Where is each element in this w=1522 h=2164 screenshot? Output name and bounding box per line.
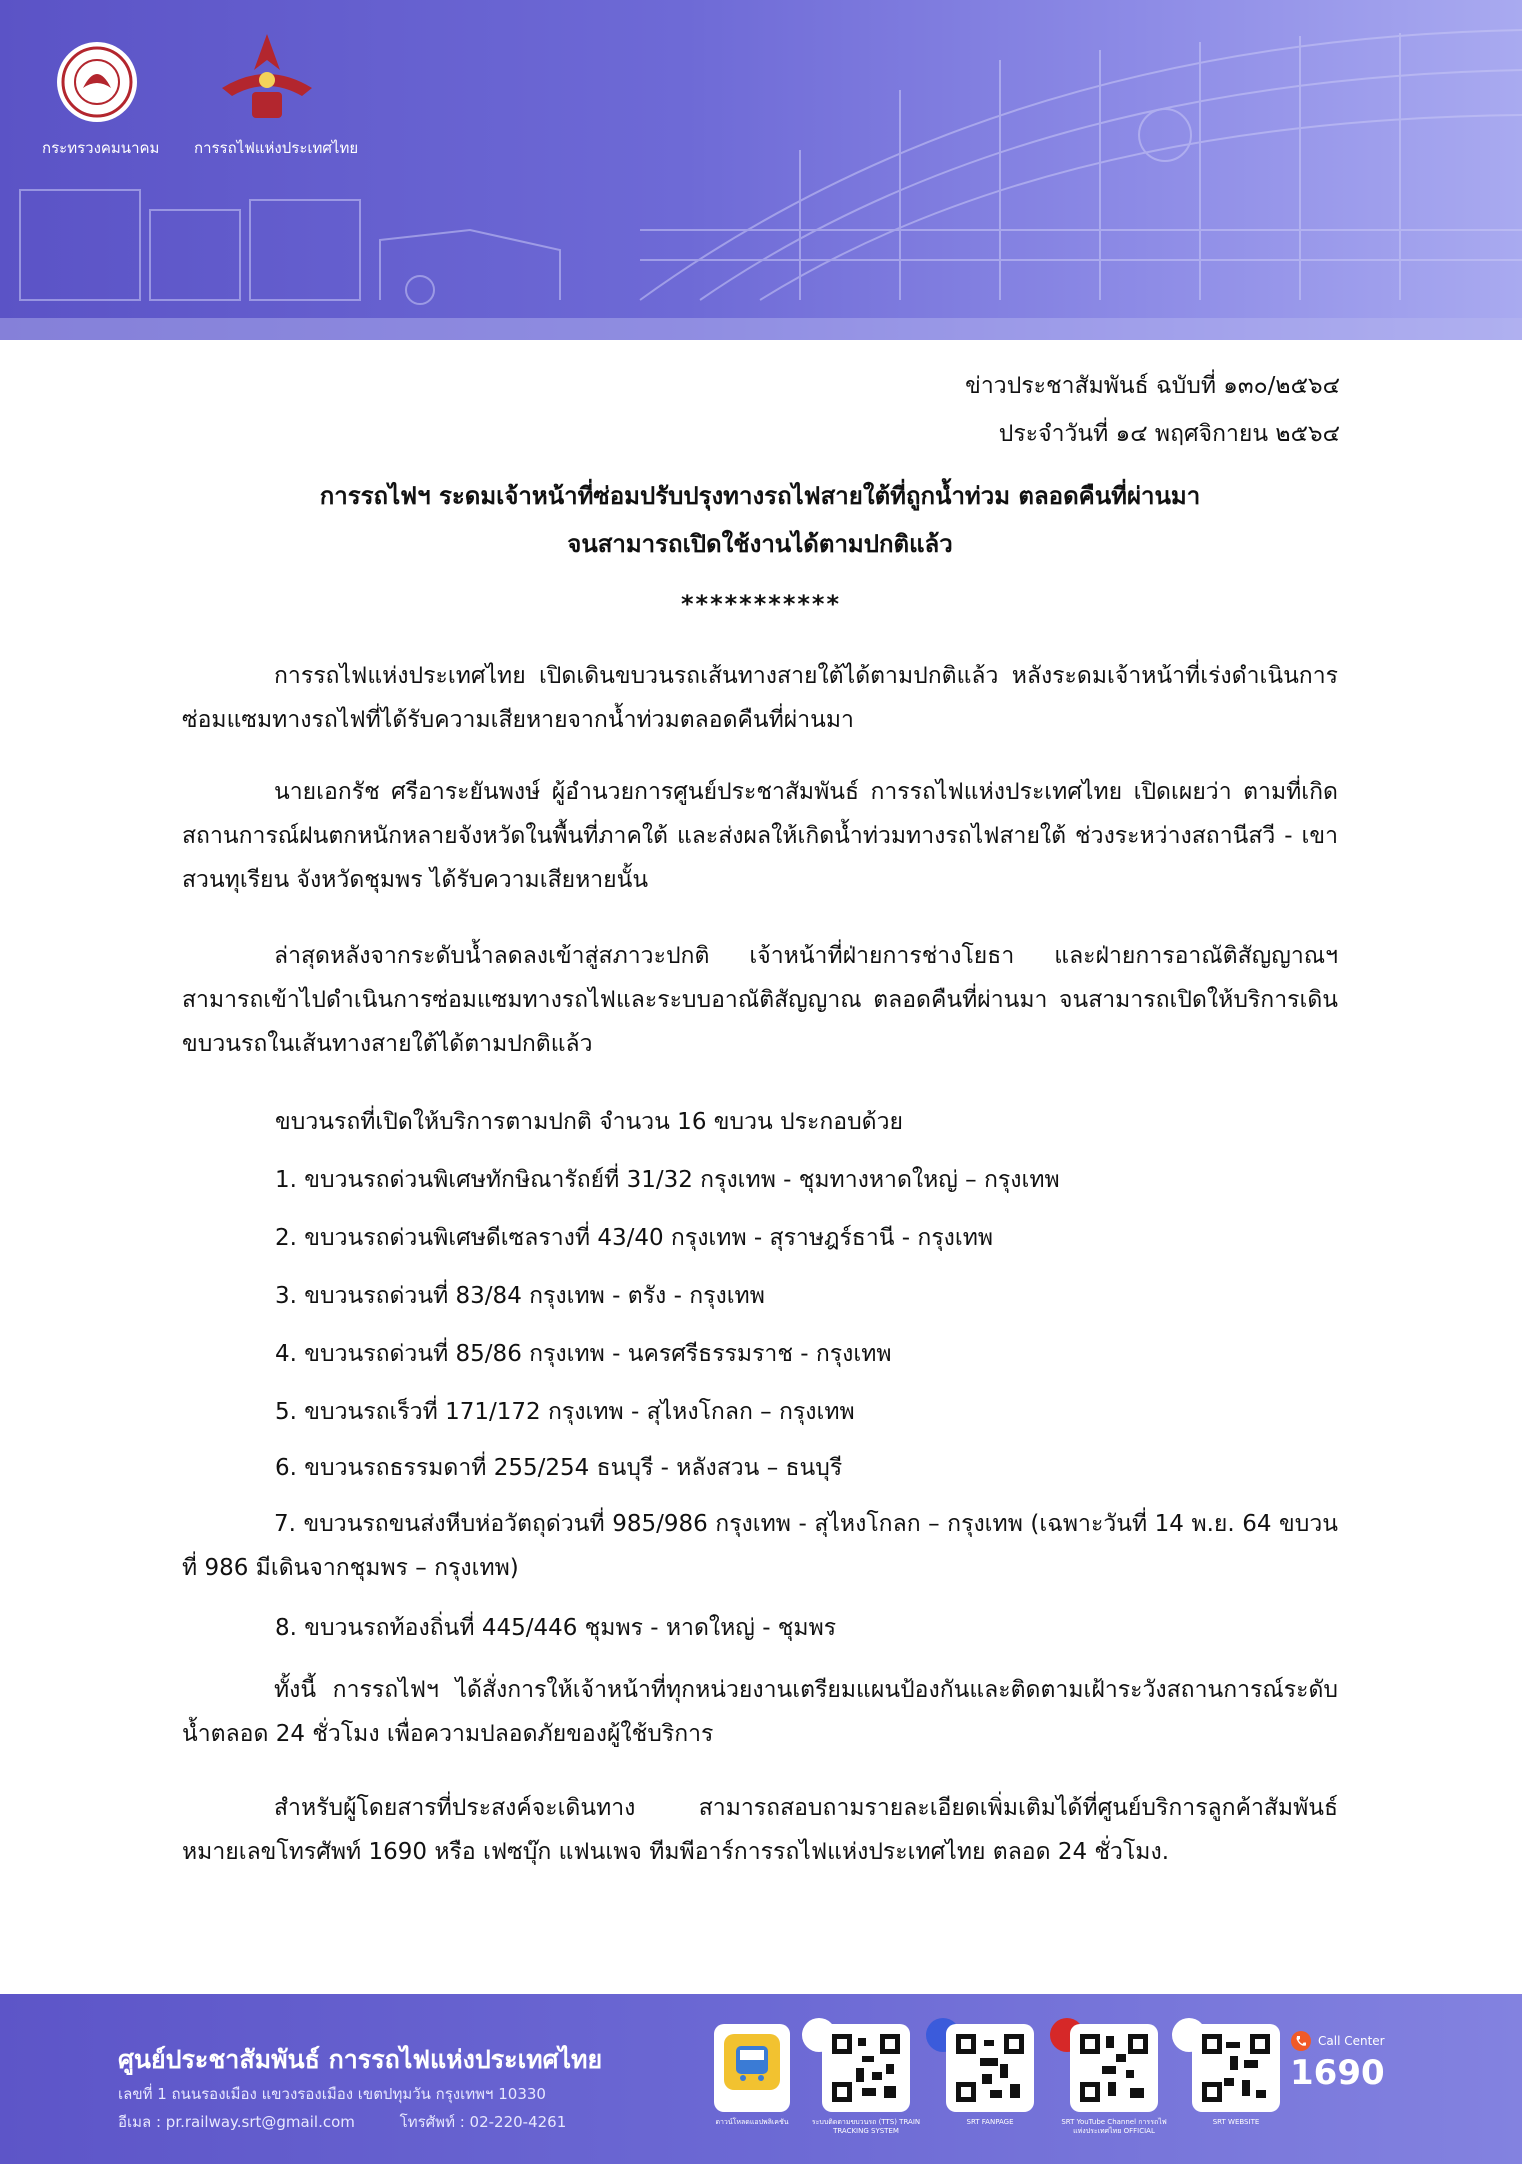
release-number: ข่าวประชาสัมพันธ์ ฉบับที่ ๑๓๐/๒๕๖๔ bbox=[965, 373, 1340, 399]
train-list-item: 6. ขบวนรถธรรมดาที่ 255/254 ธนบุรี - หลังสวน – ธนบุรี bbox=[275, 1455, 843, 1481]
fanpage-caption: SRT FANPAGE bbox=[966, 2118, 1014, 2126]
train-list-item: 8. ขบวนรถท้องถิ่นที่ 445/446 ชุมพร - หาดใหญ่ - ชุมพร bbox=[275, 1615, 837, 1641]
separator: *********** bbox=[680, 590, 842, 618]
train-app-icon bbox=[724, 2034, 780, 2102]
railway-emblem bbox=[212, 30, 322, 134]
footer-email: อีเมล : pr.railway.srt@gmail.com bbox=[118, 2113, 355, 2131]
headline-line-2: จนสามารถเปิดใช้งานได้ตามปกติแล้ว bbox=[567, 530, 953, 558]
headline-line-1: การรถไฟฯ ระดมเจ้าหน้าที่ซ่อมปรับปรุงทางรถไฟสายใต้ที่ถูกน้ำท่วม ตลอดคืนที่ผ่านมา bbox=[319, 482, 1201, 510]
paragraph-1: การรถไฟแห่งประเทศไทย เปิดเดินขบวนรถเส้นทางสายใต้ได้ตามปกติแล้ว หลังระดมเจ้าหน้าที่เร่งดำเนินการซ่อมแซมทางรถไฟที่ได้รับความเสียหายจากน้ำท่วมตลอดคืนที่ผ่านมา bbox=[182, 663, 1338, 733]
call-center-label: Call Center bbox=[1318, 2034, 1385, 2048]
train-list-item: 7. ขบวนรถขนส่งหีบห่อวัตถุด่วนที่ 985/986 กรุงเทพ - สุไหงโกลก – กรุงเทพ (เฉพาะวันที่ 14 พ.ย. 64 ขบวนที่ 986 มีเดินจากชุมพร – กรุงเทพ) bbox=[182, 1511, 1338, 1581]
website-caption: SRT WEBSITE bbox=[1212, 2118, 1260, 2126]
header-banner bbox=[0, 0, 1522, 340]
railway-label: การรถไฟแห่งประเทศไทย bbox=[194, 139, 359, 157]
tts-qr-code[interactable] bbox=[822, 2024, 910, 2112]
paragraph-4: ทั้งนี้ การรถไฟฯ ได้สั่งการให้เจ้าหน้าที่ทุกหน่วยงานเตรียมแผนป้องกันและติดตามเฝ้าระวังสถานการณ์ระดับน้ำตลอด 24 ชั่วโมง เพื่อความปลอดภัยของผู้ใช้บริการ bbox=[182, 1677, 1338, 1747]
call-center[interactable] bbox=[1290, 2030, 1385, 2093]
qr-code-icon bbox=[1080, 2034, 1148, 2102]
fanpage-qr-code[interactable] bbox=[946, 2024, 1034, 2112]
footer-banner bbox=[0, 1994, 1522, 2164]
train-list-item: 5. ขบวนรถเร็วที่ 171/172 กรุงเทพ - สุไหงโกลก – กรุงเทพ bbox=[275, 1399, 855, 1425]
qr-code-icon bbox=[1202, 2034, 1270, 2102]
train-list-item: 1. ขบวนรถด่วนพิเศษทักษิณารัถย์ที่ 31/32 กรุงเทพ - ชุมทางหาดใหญ่ – กรุงเทพ bbox=[275, 1167, 1060, 1193]
footer-phone: โทรศัพท์ : 02-220-4261 bbox=[399, 2113, 567, 2131]
footer-address: เลขที่ 1 ถนนรองเมือง แขวงรองเมือง เขตปทุมวัน กรุงเทพฯ 10330 bbox=[118, 2085, 546, 2103]
release-date: ประจำวันที่ ๑๔ พฤศจิกายน ๒๕๖๔ bbox=[998, 421, 1340, 447]
paragraph-3: ล่าสุดหลังจากระดับน้ำลดลงเข้าสู่สภาวะปกติ เจ้าหน้าที่ฝ่ายการช่างโยธา และฝ่ายการอาณัติสัญญาณฯ สามารถเข้าไปดำเนินการซ่อมแซมทางรถไฟและระบบอาณัติสัญญาณ ตลอดคืนที่ผ่านมา จนสามารถเปิดให้บริการเดินขบวนรถในเส้นทางสายใต้ได้ตามปกติแล้ว bbox=[182, 943, 1338, 1057]
paragraph-5: สำหรับผู้โดยสารที่ประสงค์จะเดินทาง สามารถสอบถามรายละเอียดเพิ่มเติมได้ที่ศูนย์บริการลูกค้าสัมพันธ์ หมายเลขโทรศัพท์ 1690 หรือ เฟซบุ๊ก แฟนเพจ ทีมพีอาร์การรถไฟแห่งประเทศไทย ตลอด 24 ชั่วโมง. bbox=[182, 1795, 1338, 1865]
ministry-label: กระทรวงคมนาคม bbox=[42, 139, 160, 157]
youtube-qr-code[interactable] bbox=[1070, 2024, 1158, 2112]
train-list-item: 4. ขบวนรถด่วนที่ 85/86 กรุงเทพ - นครศรีธรรมราช - กรุงเทพ bbox=[275, 1341, 892, 1367]
app-caption: ดาวน์โหลดแอปพลิเคชัน bbox=[715, 2118, 789, 2126]
qr-code-icon bbox=[956, 2034, 1024, 2102]
train-list-item: 3. ขบวนรถด่วนที่ 83/84 กรุงเทพ - ตรัง - กรุงเทพ bbox=[275, 1283, 765, 1309]
tts-caption: ระบบติดตามขบวนรถ (TTS) TRAIN TRACKING SYSTEM bbox=[811, 2118, 921, 2135]
app-download-tile[interactable] bbox=[714, 2024, 790, 2112]
footer-org-name: ศูนย์ประชาสัมพันธ์ การรถไฟแห่งประเทศไทย bbox=[118, 2045, 603, 2074]
phone-icon bbox=[1290, 2030, 1312, 2052]
footer-contact bbox=[118, 2110, 566, 2134]
train-list-item: 2. ขบวนรถด่วนพิเศษดีเซลรางที่ 43/40 กรุงเทพ - สุราษฎร์ธานี - กรุงเทพ bbox=[275, 1225, 994, 1251]
train-list-intro: ขบวนรถที่เปิดให้บริการตามปกติ จำนวน 16 ขบวน ประกอบด้วย bbox=[275, 1109, 904, 1135]
youtube-caption: SRT YouTube Channel การรถไฟแห่งประเทศไทย OFFICIAL bbox=[1061, 2118, 1167, 2135]
qr-code-icon bbox=[832, 2034, 900, 2102]
website-qr-code[interactable] bbox=[1192, 2024, 1280, 2112]
ministry-seal bbox=[55, 40, 139, 128]
paragraph-2: นายเอกรัช ศรีอาระยันพงษ์ ผู้อำนวยการศูนย์ประชาสัมพันธ์ การรถไฟแห่งประเทศไทย เปิดเผยว่า ตามที่เกิดสถานการณ์ฝนตกหนักหลายจังหวัดในพื้นที่ภาคใต้ และส่งผลให้เกิดน้ำท่วมทางรถไฟสายใต้ ช่วงระหว่างสถานีสวี - เขาสวนทุเรียน จังหวัดชุมพร ได้รับความเสียหายนั้น bbox=[182, 779, 1338, 893]
call-center-number: 1690 bbox=[1290, 2053, 1385, 2093]
